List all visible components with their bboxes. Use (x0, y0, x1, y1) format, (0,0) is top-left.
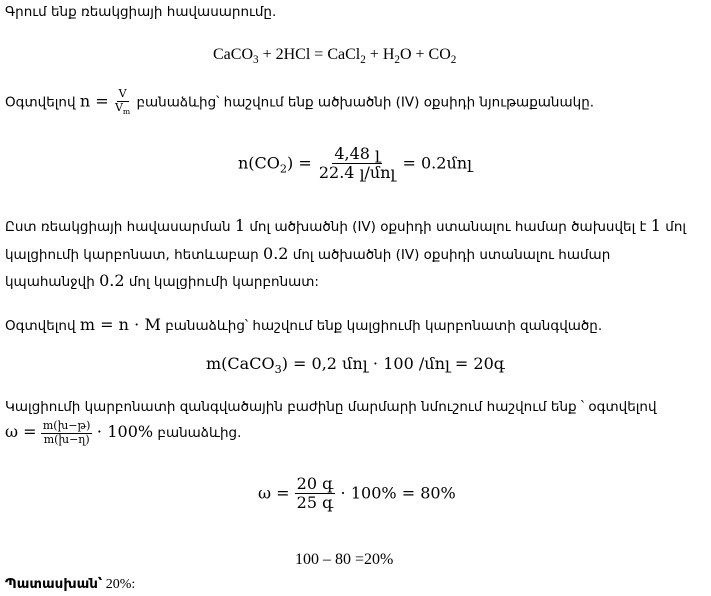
paragraph-mass-fraction-line1: Կալցիումի կարբոնատի զանգվածային բաժինը մարմարի նմուշում հաշվում ենք ՝ օգտվելով (5, 399, 657, 415)
omega-value-fraction: $\frac{\text{20 գ}}{\text{25 գ}}$ (296, 474, 334, 513)
volume-fraction: $\frac{V}{V_m}$ (114, 87, 131, 116)
paragraph-stoich-line2: կալցիումի կարբոնատ, հետևաբար 0.2 մոլ ածխածնի (IV) օքսիդի ստանալու համար (5, 244, 611, 263)
paragraph-mass-formula: Օգտվելով m = n ⋅ M բանաձևից՝ հաշվում ենք կալցիումի կարբոնատի զանգվածը. (5, 315, 603, 334)
answer-line: Պատասխան՝ 20%: (5, 576, 136, 592)
paragraph-mass-fraction-line2: ω = $\frac{\text{m(խ−թ)}}{\text{m(խ−ղ)}}$ ⋅ 100% բանաձևից. (5, 419, 242, 446)
paragraph-volume-formula: Օգտվելով n = $\frac{V}{V_m}$ բանաձևից՝ հաշվում ենք ածխածնի (IV) օքսիդի նյութաքանակը. (5, 87, 595, 116)
equation-moles-co2: $n(CO_2)$ = $\frac{\text{4,48 լ}}{\text{22.4 լ/մոլ}}$ = 0.2մոլ (238, 144, 472, 183)
moles-fraction: $\frac{\text{4,48 լ}}{\text{22.4 լ/մոլ}}$ (318, 144, 396, 183)
omega-fraction: $\frac{\text{m(խ−թ)}}{\text{m(խ−ղ)}}$ (42, 419, 91, 446)
paragraph-stoich-line1: Ըստ ռեակցիայի հավասարման 1 մոլ ածխածնի (IV) օքսիդի ստանալու համար ծախսվել է 1 մոլ (5, 216, 687, 235)
answer-label: Պատասխան՝ (5, 576, 103, 592)
equation-remainder: 100 – 80 =20% (295, 551, 394, 568)
reaction-equation: CaCO$_3$ + 2HCl = CaCl$_2$ + $H_2O + CO_2$ (213, 46, 457, 67)
equation-mass-caco3: m(CaCO$_3$) = 0,2 մոլ ⋅ 100 /մոլ = 20գ (206, 354, 505, 377)
intro-text: Գրում ենք ռեակցիայի հավասարումը. (5, 4, 277, 20)
paragraph-stoich-line3: կպահանջվի 0.2 մոլ կալցիումի կարբոնատ: (5, 271, 319, 290)
equation-omega: ω = $\frac{\text{20 գ}}{\text{25 գ}}$ ⋅ 100% = 80% (258, 474, 456, 513)
